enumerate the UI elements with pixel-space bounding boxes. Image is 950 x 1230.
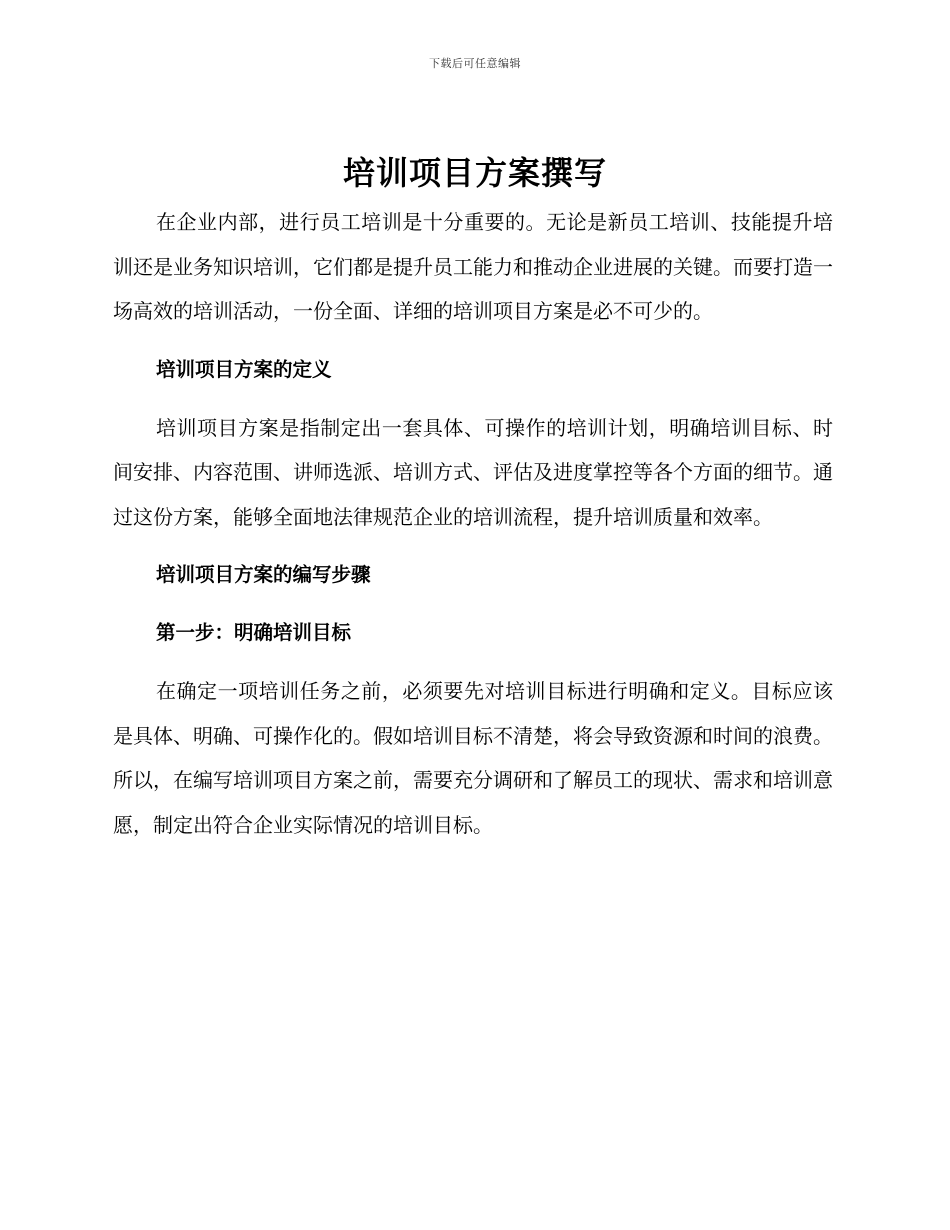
spacer: [113, 334, 833, 348]
section-paragraph-step-one: 在确定一项培训任务之前，必须要先对培训目标进行明确和定义。目标应该是具体、明确、可操作化的。假如培训目标不清楚，将会导致资源和时间的浪费。所以，在编写培训项目方案之前，需要充分调研和了解员工的现状、需求和培训意愿，制定出符合企业实际情况的培训目标。: [113, 679, 833, 837]
spacer: [113, 655, 833, 669]
document-title: 培训项目方案撰写: [342, 154, 607, 192]
section-heading-step-one: 第一步：明确培训目标: [156, 621, 352, 644]
intro-paragraph: 在企业内部，进行员工培训是十分重要的。无论是新员工培训、技能提升培训还是业务知识培训，它们都是提升员工能力和推动企业进展的关键。而要打造一场高效的培训活动，一份全面、详细的培训项目方案是必不可少的。: [113, 210, 833, 323]
section-paragraph-definition: 培训项目方案是指制定出一套具体、可操作的培训计划，明确培训目标、时间安排、内容范围、讲师选派、培训方式、评估及进度掌控等各个方面的细节。通过这份方案，能够全面地法律规范企业的培训流程，提升培训质量和效率。: [113, 415, 833, 529]
spacer: [113, 392, 833, 406]
header-note: 下载后可任意编辑: [429, 57, 521, 70]
spacer: [113, 597, 833, 611]
spacer: [113, 539, 833, 553]
section-heading-steps: 培训项目方案的编写步骤: [156, 563, 371, 586]
document-body: [113, 200, 833, 847]
section-heading-definition: 培训项目方案的定义: [156, 357, 332, 381]
